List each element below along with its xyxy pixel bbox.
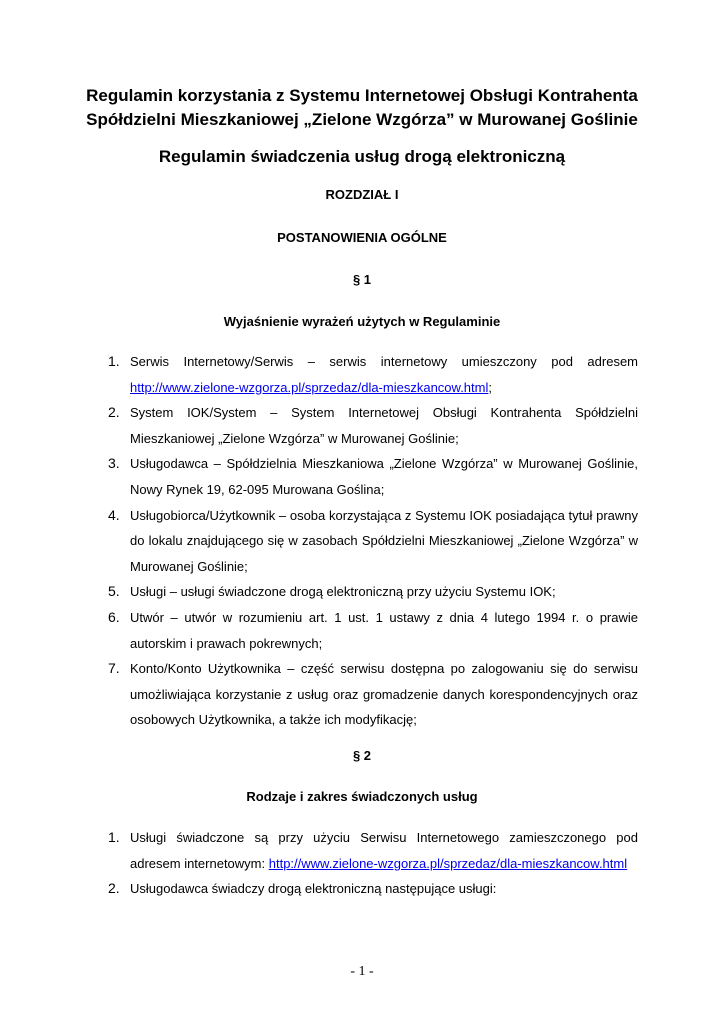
list-item-number: 6. [108,608,120,625]
list-item-number: 1. [108,353,120,369]
services-list [108,825,638,902]
paragraph-heading-1: Wyjaśnienie wyrażeń użytych w Regulaminie [223,314,501,329]
list-item-number: 5. [108,583,120,600]
paragraph-mark-1: § 1 [352,272,372,287]
list-item-text: Usługodawca świadczy drogą elektroniczną następujące usługi: [130,881,497,897]
list-item [108,400,638,451]
list-item [108,451,638,502]
list-item [108,825,638,876]
chapter-heading: ROZDZIAŁ I [325,187,399,202]
list-item-number: 2. [108,404,120,421]
section-title: POSTANOWIENIA OGÓLNE [277,230,447,245]
list-item-punctuation: ; [488,379,492,395]
paragraph-heading-2: Rodzaje i zakres świadczonych usług [246,789,478,804]
document-subtitle: Regulamin świadczenia usług drogą elektroniczną [158,147,566,166]
list-item [108,579,638,605]
list-item-text: Usługodawca – Spółdzielnia Mieszkaniowa „Zielone Wzgórza” w Murowanej Goślinie, Nowy Rynek 19, 62-095 Murowana Goślina; [130,456,638,497]
list-item-text: Serwis Internetowy/Serwis – serwis internetowy umieszczony pod adresem [130,354,638,369]
website-link[interactable]: http://www.zielone-wzgorza.pl/sprzedaz/dla-mieszkancow.html [130,379,489,395]
list-item-text: Konto/Konto Użytkownika – część serwisu dostępna po zalogowaniu się do serwisu umożliwiająca korzystanie z usług oraz gromadzenie danych korespondencyjnych oraz osobowych Użytkownika, a także ich modyfikację; [130,661,638,728]
website-link[interactable]: http://www.zielone-wzgorza.pl/sprzedaz/dla-mieszkancow.html [268,855,628,871]
list-item-number: 4. [108,506,120,523]
list-item-text: Usługi świadczone są przy użyciu Serwisu Internetowego zamieszczonego pod adresem internetowym: [130,830,638,871]
list-item-text: System IOK/System – System Internetowej Obsługi Kontrahenta Spółdzielni Mieszkaniowej „Zielone Wzgórza” w Murowanej Goślinie; [130,405,638,446]
paragraph-mark-2: § 2 [352,748,372,763]
list-item-text: Usługi – usługi świadczone drogą elektroniczną przy użyciu Systemu IOK; [130,584,556,600]
document-title-line1: Regulamin korzystania z Systemu Internetowej Obsługi Kontrahenta [86,86,638,105]
list-item-number: 3. [108,455,120,472]
list-item [108,503,638,580]
list-item [108,656,638,733]
definitions-list [108,349,638,733]
list-item [108,349,638,400]
list-item-text: Utwór – utwór w rozumieniu art. 1 ust. 1 ustawy z dnia 4 lutego 1994 r. o prawie autorskim i prawach pokrewnych; [130,609,638,651]
list-item-number: 1. [108,829,120,845]
page-number: - 1 - [350,964,374,979]
list-item-text: Usługobiorca/Użytkownik – osoba korzystająca z Systemu IOK posiadająca tytuł prawny do lokalu znajdującego się w zasobach Spółdzielni Mieszkaniowej „Zielone Wzgórza” w Murowanej Goślinie; [130,507,638,574]
list-item [108,605,638,656]
list-item-number: 2. [108,880,120,897]
document-title-line2: Spółdzielni Mieszkaniowej „Zielone Wzgórza” w Murowanej Goślinie [86,110,638,129]
list-item [108,876,638,902]
list-item-number: 7. [108,660,120,677]
